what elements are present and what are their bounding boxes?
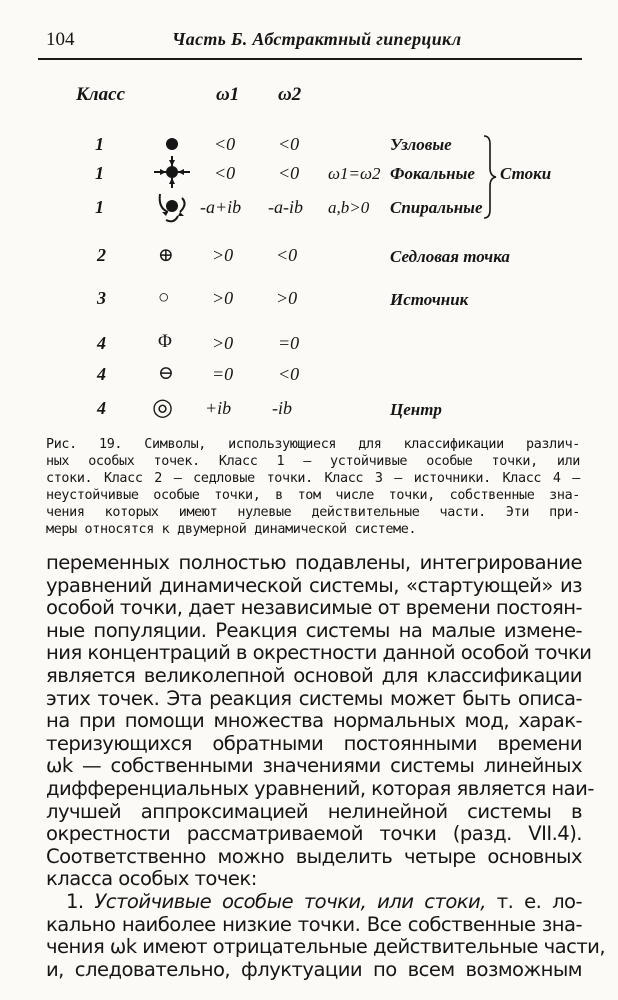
body-line: ωk — собственными значениями системы линейных (46, 754, 582, 778)
body-line: класса особых точек: (46, 867, 257, 891)
caption-line: ных особых точек. Класс 1 — устойчивые особые точки, или (46, 454, 580, 469)
caption-line: неустойчивые особые точки, в том числе точки, собственные зна- (46, 488, 580, 503)
row-omega2: <0 (278, 364, 300, 384)
row-omega1: <0 (214, 163, 236, 183)
caption-line: меры относятся к двумерной динамической системе. (46, 522, 417, 537)
row-condition: ω1=ω2 (328, 164, 381, 183)
body-line: ные популяции. Реакция системы на малые измене- (46, 618, 582, 642)
row-class: 1 (95, 163, 104, 183)
row-omega2: <0 (276, 245, 298, 265)
row-omega1: -a+ib (200, 197, 242, 217)
body-line: этих точек. Эта реакция системы может быть описа- (46, 686, 582, 710)
list-item-term: Устойчивые особые точки, или стоки, (94, 889, 486, 913)
row-name: Узловые (390, 135, 452, 154)
row-name: Спиральные (390, 198, 483, 217)
row-omega2: <0 (278, 163, 300, 183)
body-line: кально наиболее низкие точки. Все собственные зна- (46, 912, 582, 936)
row-name: Седловая точка (390, 247, 510, 266)
row-name: Центр (390, 400, 442, 419)
row-omega1: >0 (212, 288, 234, 308)
row-omega2: >0 (276, 288, 298, 308)
body-line: лучшей аппроксимацией нелинейной системы в (46, 799, 582, 823)
column-header-omega1: ω1 (216, 84, 240, 105)
row-class: 1 (95, 197, 104, 217)
row-omega2: =0 (278, 333, 300, 353)
row-omega2: <0 (278, 134, 300, 154)
list-item-number: 1. (66, 889, 84, 913)
row-condition: a,b>0 (328, 198, 370, 217)
row-omega2: -ib (272, 398, 292, 418)
row-class: 4 (97, 364, 106, 384)
focal-node-icon (154, 156, 190, 188)
source-symbol-icon: ○ (158, 287, 170, 308)
body-line: теризующихся обратными постоянными времени (46, 731, 582, 755)
body-line: переменных полностью подавлены, интегрирование (46, 551, 582, 574)
caption-line: стоки. Класс 2 — седловые точки. Класс 3 — источники. Класс 4 — (46, 471, 580, 486)
row-class: 2 (97, 245, 106, 265)
row-name: Фокальные (390, 164, 475, 183)
caption-line: чения которых имеют нулевые действительные части. Эти при- (46, 505, 580, 520)
row-omega1: +ib (205, 398, 232, 418)
body-line: является великолепной основой для классификации (46, 663, 582, 687)
sink-symbols-icon (148, 128, 198, 228)
header-rule (38, 58, 582, 60)
row-omega1: =0 (212, 364, 234, 384)
body-line: ния концентраций в окрестности данной особой точки (46, 641, 592, 665)
row-omega2: -a-ib (268, 197, 303, 217)
body-line: окрестности рассматриваемой точки (разд. VII.4). (46, 822, 582, 846)
spiral-node-icon (160, 194, 185, 221)
row-omega1: <0 (214, 134, 236, 154)
column-header-omega2: ω2 (278, 84, 302, 105)
row-class: 4 (97, 398, 106, 418)
row-class: 1 (95, 134, 104, 154)
column-header-class: Класс (76, 84, 126, 105)
body-line: уравнений динамической системы, «стартующей» из (46, 573, 582, 597)
caption-line: Рис. 19. Символы, использующиеся для классификации различ- (46, 437, 580, 452)
body-text (46, 551, 606, 981)
row-omega1: >0 (212, 333, 234, 353)
running-header: Часть Б. Абстрактный гиперцикл (172, 29, 462, 49)
center-symbol-icon: ◎ (152, 395, 173, 421)
body-line: на при помощи множества нормальных мод, харак- (46, 709, 582, 733)
row-class: 3 (97, 288, 106, 308)
list-item-text: т. е. ло- (496, 889, 582, 913)
body-line: и, следовательно, флуктуации по всем возможным (46, 957, 582, 981)
unstable-symbol-icon: ⊖ (158, 363, 174, 384)
group-label-sinks: Стоки (500, 164, 552, 183)
node-dot-icon (166, 138, 178, 150)
row-omega1: >0 (212, 245, 234, 265)
list-item-1 (46, 891, 582, 914)
unstable-symbol-icon: Φ (158, 331, 172, 352)
row-class: 4 (97, 333, 106, 353)
saddle-symbol-icon: ⊕ (158, 245, 174, 266)
brace-icon (480, 134, 500, 220)
body-line: особой точки, дает независимые от времени постоян- (46, 596, 583, 620)
figure-caption (46, 436, 580, 538)
body-line: чения ωk имеют отрицательные действительные части, (46, 935, 606, 959)
page-number: 104 (46, 29, 75, 50)
body-line: дифференциальных уравнений, которая является наи- (46, 776, 594, 800)
row-name: Источник (390, 290, 469, 309)
body-line: Соответственно можно выделить четыре основных (46, 844, 582, 868)
